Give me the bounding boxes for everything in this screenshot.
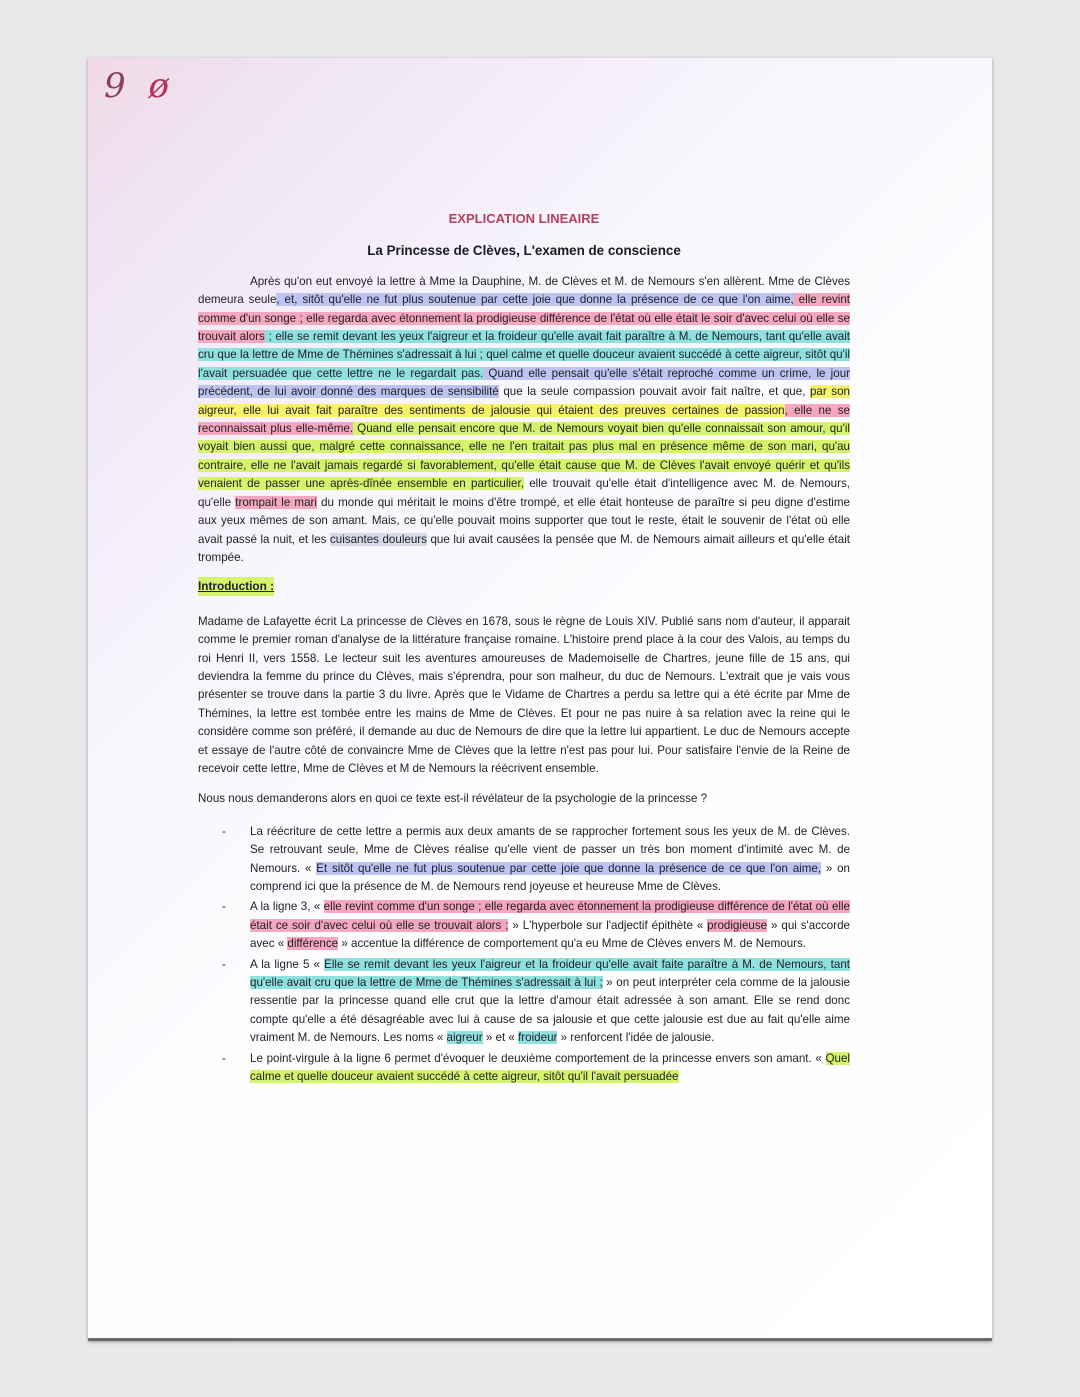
grade-digit: 9 (104, 66, 132, 106)
text-segment: » on peut interpréter cela comme de la jalousie ressentie par la princesse quand elle crut que la lettre d'amour était adressée à son amant. Elle se rend donc compte qu'elle a été désagréable avec lui à cause de sa jalousie et que cette jalousie est due au fait qu'elle aime vraiment M. de Nemours. Les noms « (250, 976, 850, 1045)
text-segment: La réécriture de cette lettre a permis aux deux amants de se rapprocher fortement sous les yeux de M. de Clèves. Se retrouvant seule, Mme de Clèves réalise qu'elle vient de passer un très bon moment d'intimité avec M. de Nemours. « (250, 824, 850, 875)
analysis-point (250, 898, 850, 953)
grade-mark: ø (148, 66, 175, 106)
highlighted-text: , elle ne se reconnaissait plus elle-même. (198, 403, 850, 436)
text-segment: du monde qui méritait le moins d'être trompé, et elle était honteuse de paraître si peu digne d'estime aux yeux mêmes de son amant. Mais, ce qu'elle pouvait moins supporter que tout le reste, était le souvenir de l'état où elle avait passé la nuit, et les (198, 495, 850, 546)
highlighted-text: prodigieuse (707, 918, 768, 932)
text-segment: que la seule compassion pouvait avoir fait naître, et que, (498, 385, 810, 399)
intro-heading: Introduction : (198, 577, 274, 595)
highlighted-text: quel calme et quelle douceur avaient succédé à cette aigreur, sitôt qu'il l'avait persuadée que cette lettre ne le regardait pas. (198, 348, 850, 380)
highlighted-text: aigreur (446, 1031, 483, 1045)
highlighted-text: elle revint comme d'un songe ; elle regarda avec étonnement la prodigieuse différence de l'état où elle était ce soir d'avec celui où elle se trouvait alors ; (250, 900, 850, 932)
analysis-point (250, 1050, 850, 1087)
highlighted-text: , et, sitôt qu'elle ne fut plus soutenue par cette joie que donne la présence de ce que l'on aime, (276, 293, 794, 307)
document-subtitle: La Princesse de Clèves, L'examen de conscience (367, 243, 681, 259)
highlighted-text: Elle se remit devant les yeux l'aigreur et la froideur qu'elle avait faite paraître à M. de Nemours, tant qu'elle avait cru que la lettre de Mme de Thémines s'adressait à lui ; (250, 957, 850, 990)
text-segment: » qui s'accorde avec « (250, 918, 850, 951)
text-segment: » et « (482, 1031, 519, 1045)
extract-paragraph (198, 273, 850, 568)
highlighted-text: trompait le mari (235, 495, 317, 509)
highlighted-text: Quand elle pensait qu'elle s'était reproché comme un crime, le jour précédent, de lui avoir donné des marques de sensibilité (198, 366, 851, 399)
highlighted-text: Quand elle pensait encore que M. de Nemours voyait bien qu'elle connaissait son amour, qu'il voyait bien aussi que, malgré cette connaissance, elle ne l'en traitait pas plus mal en présence même de son mari, qu'au contraire, elle ne l'avait jamais regardé si favorablement, qu'elle était cause que M. de Clèves l'avait envoyé quérir et qu'ils venaient de passer une après-dînée ensemble en particulier, (198, 422, 850, 491)
text-segment: » accentue la différence de comportement qu'a eu Mme de Clèves envers M. de Nemours. (338, 937, 807, 951)
text-segment: » on comprend ici que la présence de M. de Nemours rend joyeuse et heureuse Mme de Clèves. (250, 861, 850, 893)
text-segment: elle trouvait qu'elle était d'intelligence avec M. de Nemours, qu'elle (198, 477, 850, 509)
highlighted-text: elle revint comme d'un songe ; elle regarda avec étonnement la prodigieuse différence de l'état où elle était le soir d'avec celui où elle se trouvait alors (198, 293, 850, 344)
handwritten-grade (104, 66, 175, 106)
highlighted-text: différence (287, 937, 339, 951)
highlighted-text: par son aigreur, elle lui avait fait paraître des sentiments de jalousie qui étaient des preuves certaines de passion (198, 385, 850, 417)
highlighted-text: Quel calme et quelle douceur avaient succédé à cette aigreur, sitôt qu'il l'avait persuadée (250, 1051, 850, 1084)
text-segment: » renforcent l'idée de jalousie. (557, 1031, 715, 1045)
text-segment: A la ligne 3, « (250, 900, 324, 914)
intro-paragraph: Madame de Lafayette écrit La princesse de Clèves en 1678, sous le règne de Louis XIV. Publié sans nom d'auteur, il apparait comme le premier roman d'analyse de la littérature française romaine. L'histoire prend place à la cour des Valois, au temps du roi Henri II, vers 1558. Le lecteur suit les aventures amoureuses de Mademoiselle de Chartres, jeune fille de 15 ans, qui deviendra la femme du prince du Clèves, mais s'éprendra, pour son malheur, du duc de Nemours. L'extrait que je vais vous présenter se trouve dans la partie 3 du livre. Après que le Vidame de Chartres a perdu sa lettre qui a été écrite par Mme de Thémines, la lettre est tombée entre les mains de Mme de Clèves. Et pour ne pas nuire à sa relation avec la reine qui le considère comme son préféré, il demande au duc de Nemours de dire que la lettre lui appartient. Le duc de Nemours accepte et essaye de l'autre côté de convaincre Mme de Clèves que la lettre n'est pas pour lui. Pour satisfaire l'envie de la Reine de recevoir cette lettre, Mme de Clèves et M de Nemours la réécrivent ensemble. (198, 614, 850, 775)
text-segment: Le point-virgule à la ligne 6 permet d'évoquer le deuxième comportement de la princesse envers son amant. « (250, 1051, 826, 1065)
analysis-point (250, 956, 850, 1048)
document-title: EXPLICATION LINEAIRE (448, 211, 600, 226)
text-segment: Après qu'on eut envoyé la lettre à Mme la Dauphine, M. de Clèves et M. de Nemours s'en allèrent. Mme de Clèves demeura seule (198, 274, 850, 307)
document-body (198, 210, 850, 1088)
text-segment: » L'hyperbole sur l'adjectif épithète « (508, 918, 708, 932)
analysis-list (198, 823, 850, 1087)
highlighted-text: Et sitôt qu'elle ne fut plus soutenue par cette joie que donne la présence de ce que l'on aime, (316, 861, 822, 875)
highlighted-text: ; elle se remit devant les yeux l'aigreur et la froideur qu'elle avait fait paraître à M. de Nemours, tant qu'elle avait cru que la lettre de Mme de Thémines s'adressait à lui ; (198, 330, 851, 362)
analysis-point (250, 823, 850, 897)
problematic-question: Nous nous demanderons alors en quoi ce texte est-il révélateur de la psychologie de la princesse ? (198, 792, 708, 806)
text-segment: A la ligne 5 « (250, 957, 325, 971)
highlighted-text: cuisantes douleurs (329, 532, 427, 546)
text-segment: que lui avait causées la pensée que M. de Nemours aimait ailleurs et qu'elle était trompée. (198, 532, 850, 564)
highlighted-text: froideur (518, 1031, 558, 1045)
